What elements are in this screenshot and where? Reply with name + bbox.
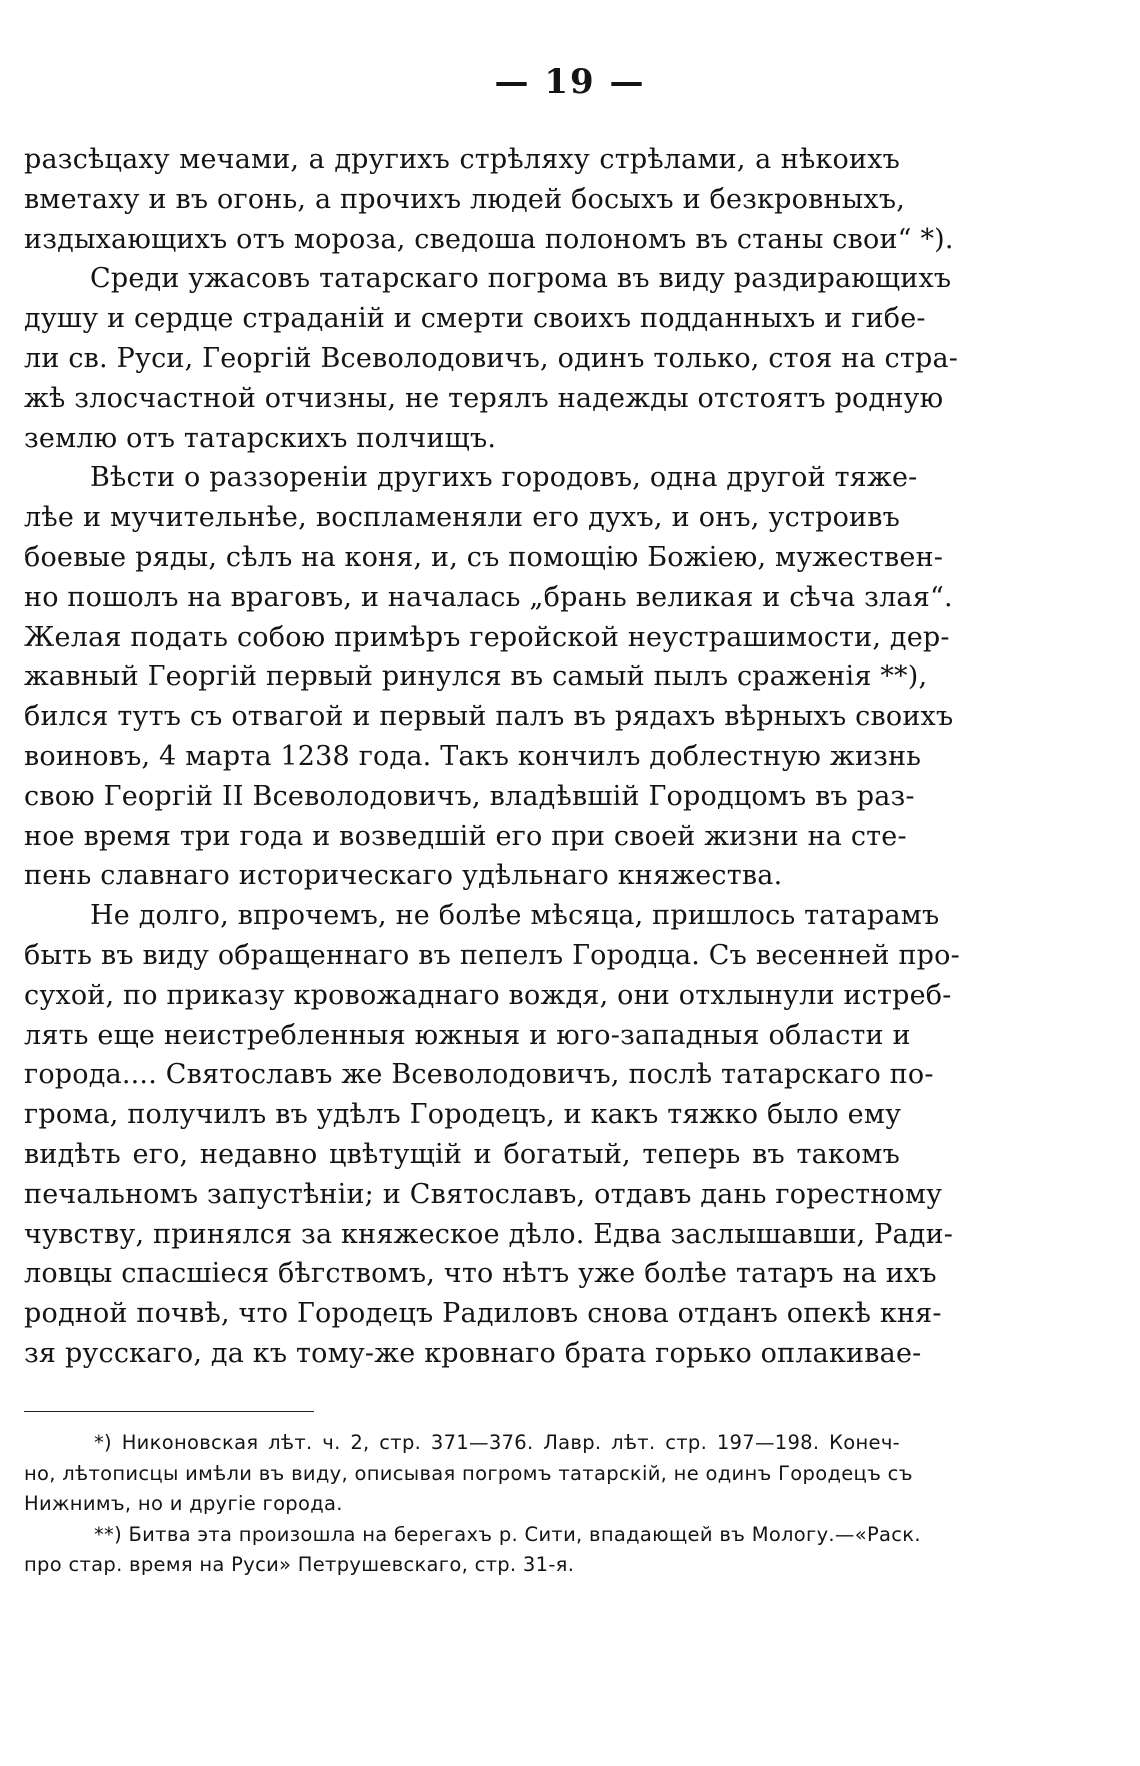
- text-line: сухой, по приказу кровожаднаго вождя, они отхлынули истреб-: [24, 979, 952, 1011]
- text-line: жѣ злосчастной отчизны, не терялъ надежды отстоятъ родную: [24, 382, 944, 414]
- text-line: воиновъ, 4 марта 1238 года. Такъ кончилъ доблестную жизнь: [24, 740, 922, 772]
- footnote-line: про стар. время на Руси» Петрушевскаго, стр. 31-я.: [24, 1553, 575, 1576]
- text-line: чувству, принялся за княжеское дѣло. Едва заслышавши, Ради-: [24, 1218, 954, 1250]
- text-line: зя русскаго, да къ тому-же кровнаго брата горько оплакивае-: [24, 1337, 922, 1369]
- footnote-line: **) Битва эта произошла на берегахъ р. Сити, впадающей въ Мологу.—«Раск.: [94, 1522, 921, 1546]
- text-line: ловцы спасшіеся бѣгствомъ, что нѣтъ уже болѣе татаръ на ихъ: [24, 1258, 937, 1290]
- text-line: ное время три года и возведшій его при своей жизни на сте-: [24, 820, 907, 852]
- text-line: Желая подать собою примѣръ геройской неустрашимости, дер-: [24, 621, 950, 653]
- footnote-line: Нижнимъ, но и другіе города.: [24, 1492, 343, 1515]
- paragraph-start-line: Среди ужасовъ татарскаго погрома въ виду раздирающихъ: [90, 263, 952, 295]
- text-line: землю отъ татарскихъ полчищъ.: [24, 422, 497, 454]
- text-line: свою Георгій II Всеволодовичъ, владѣвшій Городцомъ въ раз-: [24, 780, 915, 812]
- text-line: жавный Георгій первый ринулся въ самый пылъ сраженія **),: [24, 661, 928, 693]
- footnote-line: но, лѣтописцы имѣли въ виду, описывая погромъ татарскій, не одинъ Городецъ съ: [24, 1461, 913, 1485]
- text-line: печальномъ запустѣніи; и Святославъ, отдавъ дань горестному: [24, 1178, 943, 1210]
- footnote-line: *) Никоновская лѣт. ч. 2, стр. 371—376. Лавр. лѣт. стр. 197—198. Конеч-: [94, 1431, 900, 1454]
- footnote-divider: [24, 1411, 314, 1412]
- text-line: но пошолъ на враговъ, и началась „брань великая и сѣча злая“.: [24, 581, 953, 613]
- text-line: лять еще неистребленныя южныя и юго-западныя области и: [24, 1019, 911, 1051]
- text-line: разсѣцаху мечами, а другихъ стрѣляху стрѣлами, а нѣкоихъ: [24, 144, 900, 175]
- text-line: бился тутъ съ отвагой и первый палъ въ рядахъ вѣрныхъ своихъ: [24, 701, 954, 733]
- paragraph-start-line: Вѣсти о раззореніи другихъ городовъ, одна другой тяже-: [90, 462, 918, 494]
- text-line: боевые ряды, сѣлъ на коня, и, съ помощію Божіею, мужествен-: [24, 541, 944, 573]
- body-text: [24, 140, 960, 1374]
- text-line: родной почвѣ, что Городецъ Радиловъ снова отданъ опекѣ кня-: [24, 1298, 942, 1330]
- text-line: вметаху и въ огонь, а прочихъ людей босыхъ и безкровныхъ,: [24, 183, 905, 215]
- page-number: — 19 —: [494, 62, 646, 102]
- paragraph-start-line: Не долго, впрочемъ, не болѣе мѣсяца, пришлось татарамъ: [90, 900, 940, 932]
- text-line: быть въ виду обращеннаго въ пепелъ Городца. Съ весенней про-: [24, 939, 960, 971]
- text-line: грома, получилъ въ удѣлъ Городецъ, и какъ тяжко было ему: [24, 1099, 902, 1131]
- text-line: пень славнаго историческаго удѣльнаго княжества.: [24, 860, 783, 892]
- text-line: ли св. Руси, Георгій Всеволодовичъ, одинъ только, стоя на стра-: [24, 342, 959, 374]
- text-line: издыхающихъ отъ мороза, сведоша полономъ въ станы свои“ *).: [24, 223, 954, 255]
- text-line: видѣть его, недавно цвѣтущій и богатый, теперь въ такомъ: [24, 1138, 900, 1170]
- text-line: лѣе и мучительнѣе, воспламеняли его духъ, и онъ, устроивъ: [24, 502, 900, 534]
- footnotes: [24, 1428, 921, 1581]
- text-line: душу и сердце страданій и смерти своихъ подданныхъ и гибе-: [24, 303, 926, 335]
- text-line: города.... Святославъ же Всеволодовичъ, послѣ татарскаго по-: [24, 1059, 934, 1091]
